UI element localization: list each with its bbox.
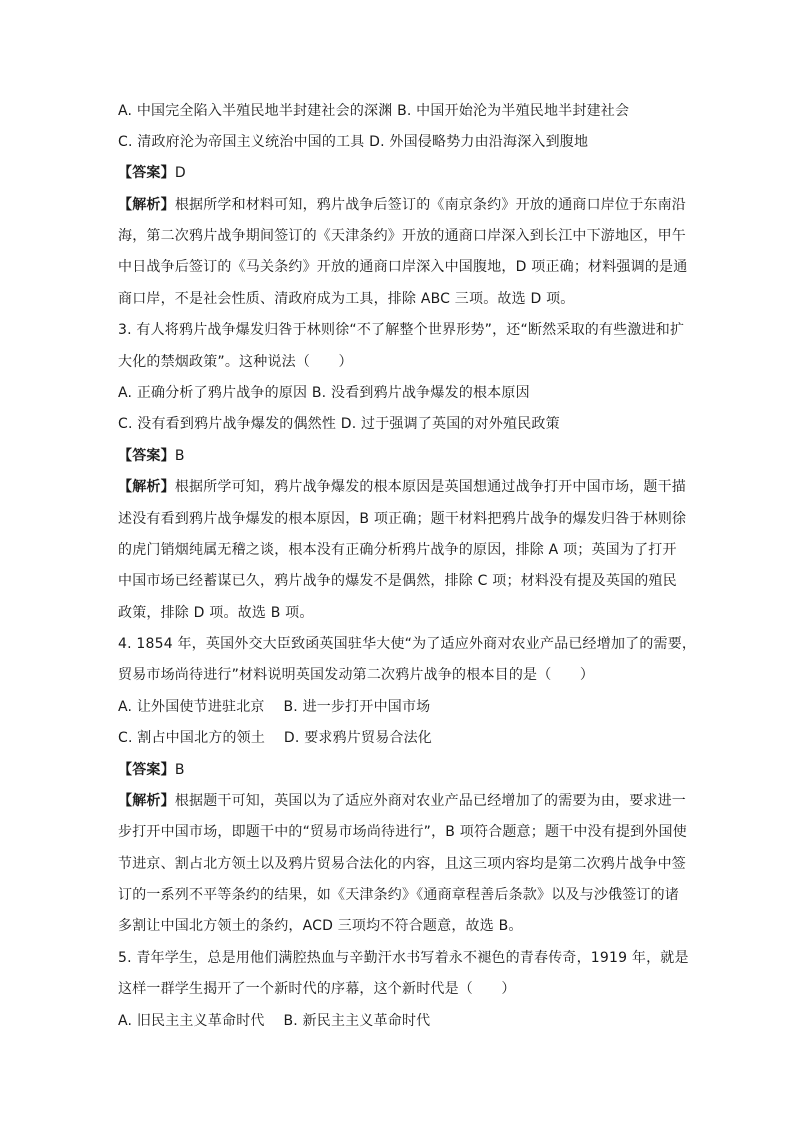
q2-analysis-line: 商口岸，不是社会性质、清政府成为工具，排除 ABC 三项。故选 D 项。 [118, 291, 575, 307]
q3-stem-line: 大化的禁烟政策”。这种说法（ ） [118, 354, 353, 370]
q4-stem-line: 贸易市场尚待进行”材料说明英国发动第二次鸦片战争的根本目的是（ ） [118, 667, 595, 683]
q3-analysis-line: 中国市场已经蓄谋已久，鸦片战争的爆发不是偶然，排除 C 项；材料没有提及英国的殖民 [118, 573, 677, 589]
q3-analysis-line [118, 477, 686, 497]
answer-value: D [174, 165, 186, 181]
q3-analysis-line: 政策，排除 D 项。故选 B 项。 [118, 605, 314, 621]
q4-analysis-line: 多割让中国北方领土的条约，ACD 三项均不符合题意，故选 B。 [118, 918, 523, 934]
analysis-text: 根据题干可知，英国以为了适应外商对农业产品已经增加了的需要为由，要求进一 [174, 793, 687, 809]
q2-answer-line [118, 163, 186, 183]
analysis-label: 【解析】 [118, 793, 175, 809]
answer-label: 【答案】 [118, 762, 175, 778]
answer-label: 【答案】 [118, 165, 175, 181]
q3-option-line: C. 没有看到鸦片战争爆发的偶然性 D. 过于强调了英国的对外殖民政策 [118, 416, 560, 432]
analysis-text: 根据所学和材料可知，鸦片战争后签订的《南京条约》开放的通商口岸位于东南沿 [174, 197, 687, 213]
analysis-text: 根据所学可知，鸦片战争爆发的根本原因是英国想通过战争打开中国市场，题干描 [174, 479, 687, 495]
q3-answer-line [118, 446, 185, 466]
q2-analysis-line: 中日战争后签订的《马关条约》开放的通商口岸深入中国腹地，D 项正确；材料强调的是通 [118, 259, 688, 275]
q4-option-line: A. 让外国使节进驻北京 B. 进一步打开中国市场 [118, 699, 431, 715]
q4-answer-line [118, 760, 185, 780]
q3-analysis-line: 述没有看到鸦片战争爆发的根本原因，B 项正确；题干材料把鸦片战争的爆发归咎于林则徐 [118, 511, 687, 527]
q5-stem-line: 这样一群学生揭开了一个新时代的序幕，这个新时代是（ ） [118, 981, 516, 997]
q2-analysis-line [118, 195, 686, 215]
q3-stem-line: 3. 有人将鸦片战争爆发归咎于林则徐“不了解整个世界形势”，还“断然采取的有些激进和扩 [118, 322, 685, 338]
analysis-label: 【解析】 [118, 479, 175, 495]
q4-analysis-line: 节进京、割占北方领土以及鸦片贸易合法化的内容，且这三项内容均是第二次鸦片战争中签 [118, 856, 686, 872]
q3-option-line: A. 正确分析了鸦片战争的原因 B. 没看到鸦片战争爆发的根本原因 [118, 385, 530, 401]
q4-option-line: C. 割占中国北方的领土 D. 要求鸦片贸易合法化 [118, 730, 433, 746]
analysis-label: 【解析】 [118, 197, 175, 213]
answer-label: 【答案】 [118, 448, 175, 464]
q4-analysis-line: 步打开中国市场，即题干中的“贸易市场尚待进行”，B 项符合题意；题干中没有提到外国使 [118, 824, 687, 840]
q3-analysis-line: 的虎门销烟纯属无稽之谈，根本没有正确分析鸦片战争的原因，排除 A 项；英国为了打开 [118, 542, 677, 558]
q4-stem-line: 4. 1854 年，英国外交大臣致函英国驻华大使“为了适应外商对农业产品已经增加了的需要， [118, 636, 697, 652]
q4-analysis-line [118, 791, 686, 811]
q2-option-line: C. 清政府沦为帝国主义统治中国的工具 D. 外国侵略势力由沿海深入到腹地 [118, 134, 589, 150]
answer-value: B [174, 448, 185, 464]
q5-option-line: A. 旧民主主义革命时代 B. 新民主主义革命时代 [118, 1013, 431, 1029]
q5-stem-line: 5. 青年学生，总是用他们满腔热血与辛勤汗水书写着永不褪色的青春传奇，1919 年，就是 [118, 950, 689, 966]
q2-analysis-line: 海，第二次鸦片战争期间签订的《天津条约》开放的通商口岸深入到长江中下游地区，甲午 [118, 228, 686, 244]
answer-value: B [174, 762, 185, 778]
q4-analysis-line: 订的一系列不平等条约的结果，如《天津条约》《通商章程善后条款》以及与沙俄签订的诸 [118, 887, 679, 903]
q2-option-line: A. 中国完全陷入半殖民地半封建社会的深渊 B. 中国开始沦为半殖民地半封建社会 [118, 103, 630, 119]
